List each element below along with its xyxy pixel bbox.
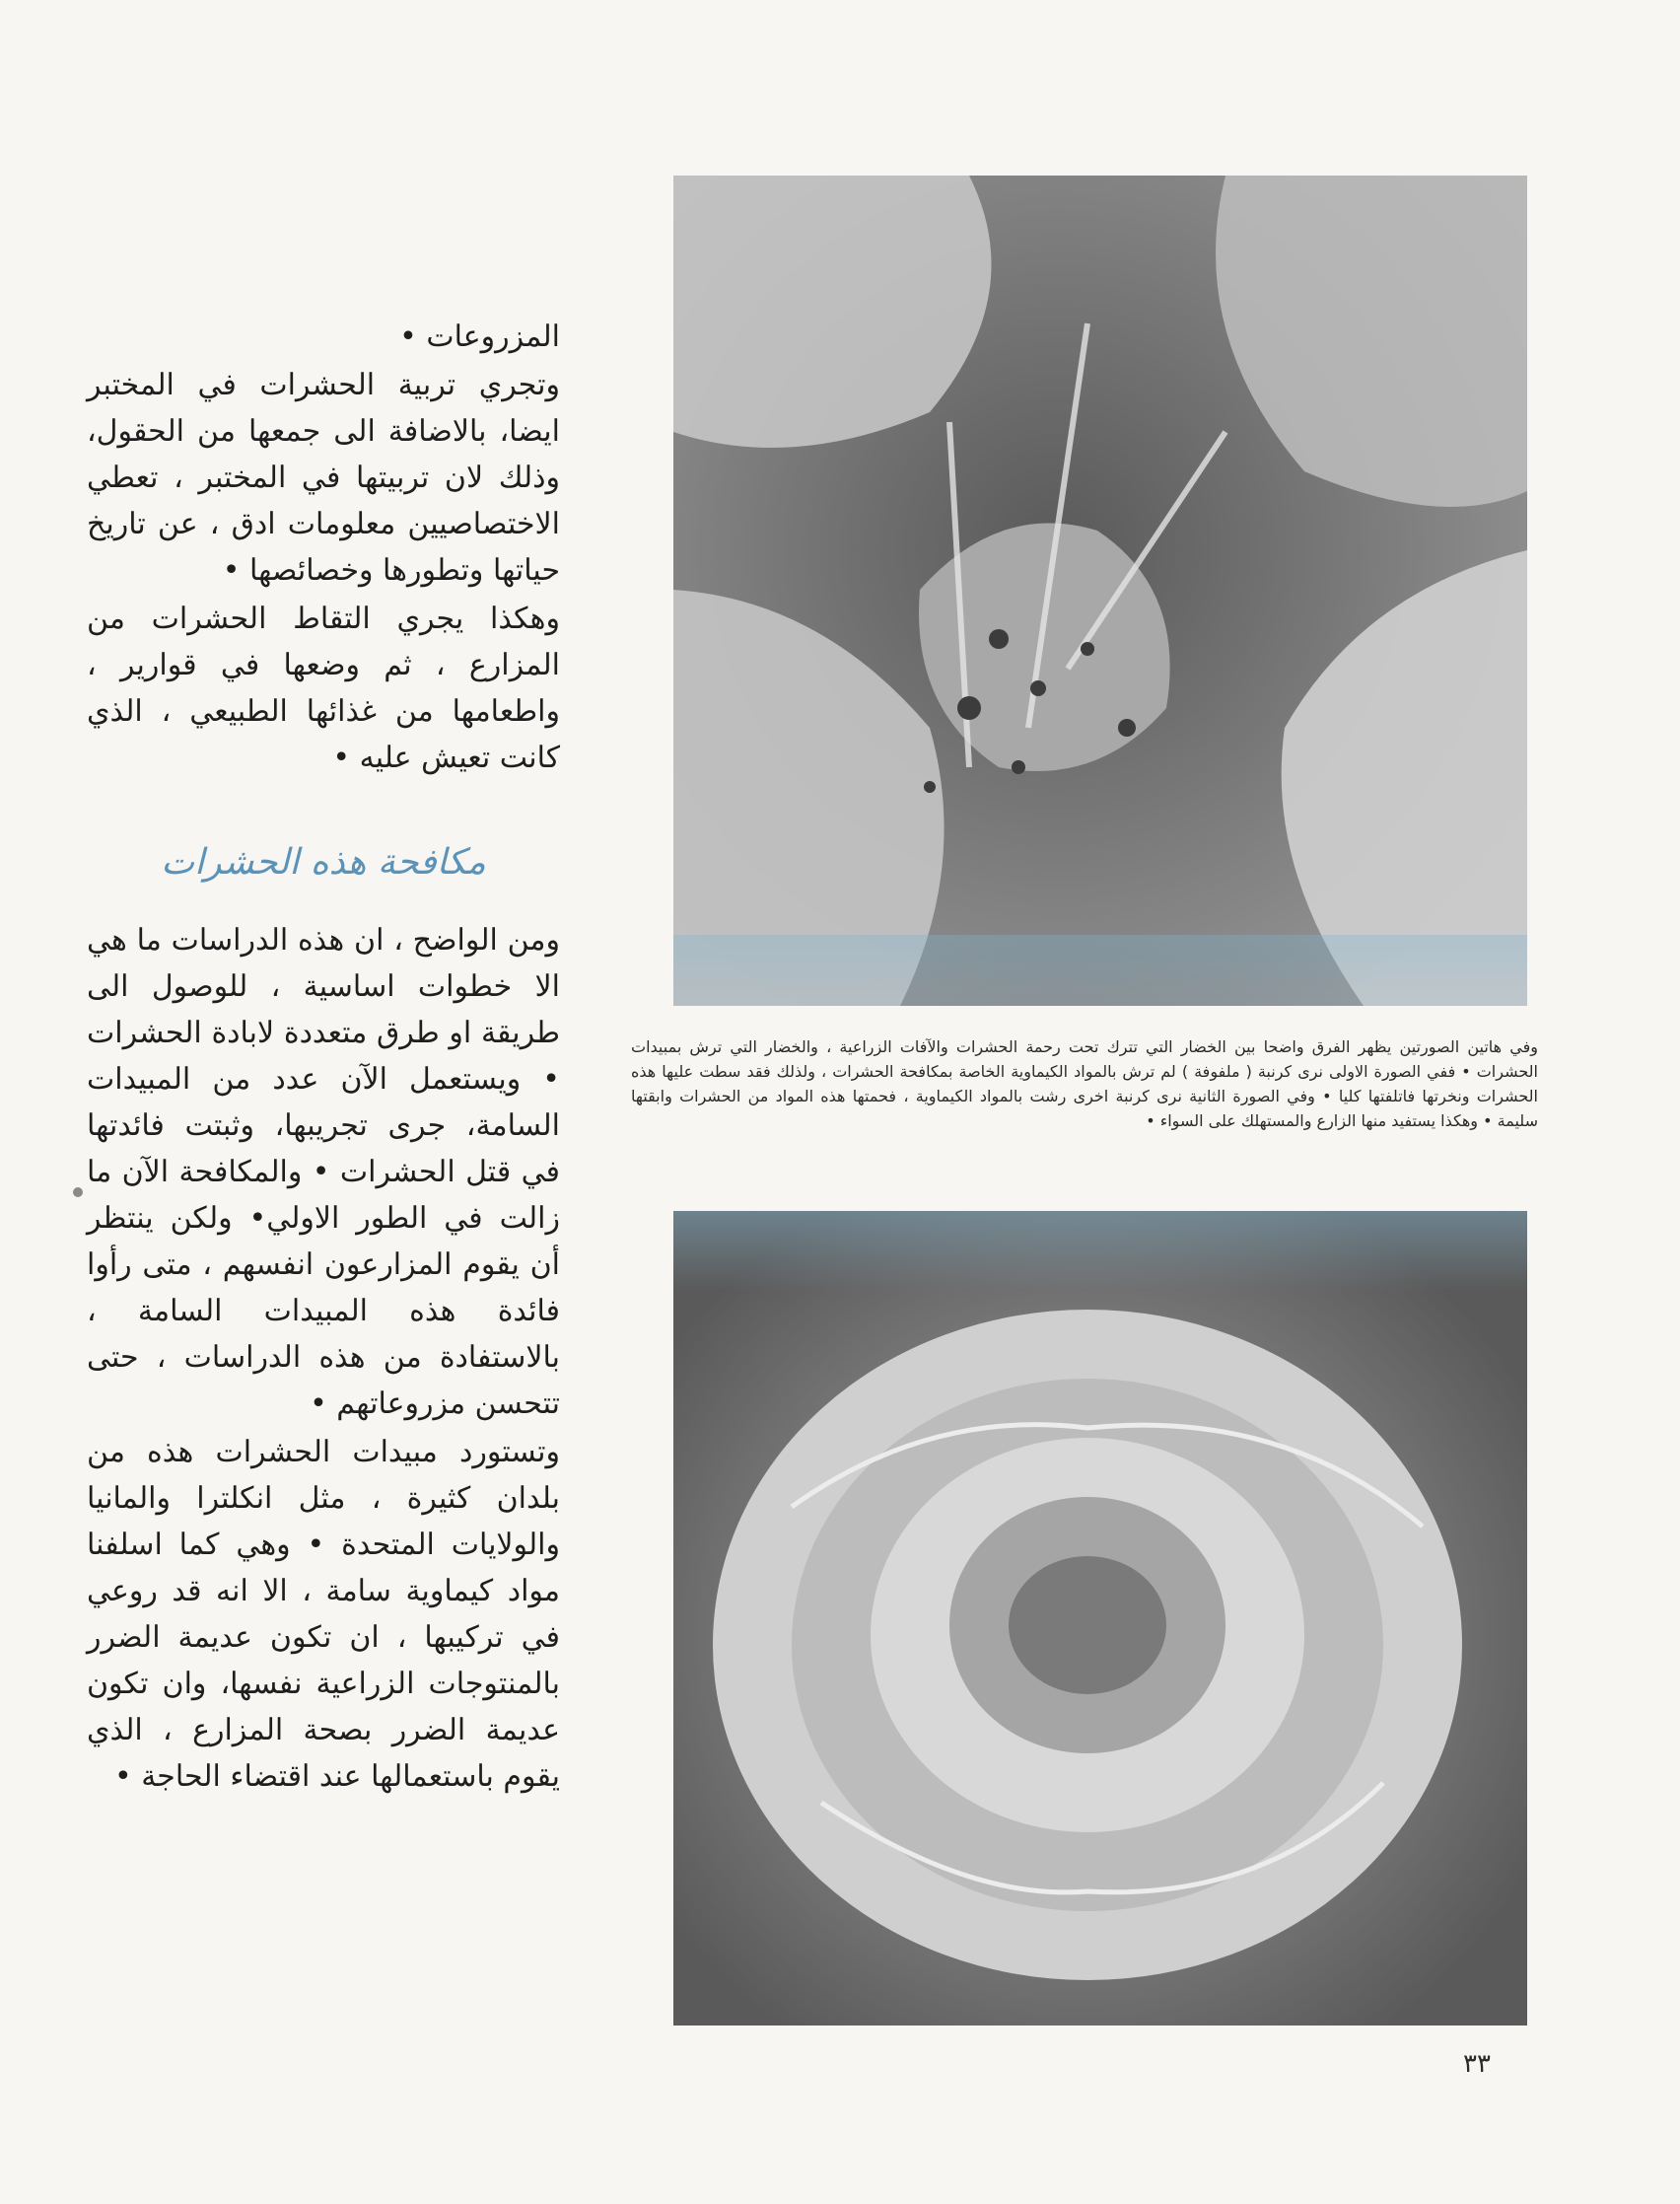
margin-dot: [73, 1187, 83, 1197]
section-paragraph-1: ومن الواضح ، ان هذه الدراسات ما هي الا خطوات اساسية ، للوصول الى طريقة او طرق متعددة لابادة الحشرات • ويستعمل الآن عدد من المبيدات السامة، جرى تجريبها، وثبتت فائدتها في قتل الحشرات • والمكافحة الآن ما زالت في الطور الاولي• ولكن ينتظر أن يقوم المزارعون انفسهم ، متى رأوا فائدة هذه المبيدات السامة ، بالاستفادة من هذه الدراسات ، حتى تتحسن مزروعاتهم •: [87, 923, 560, 1421]
section-heading: مكافحة هذه الحشرات: [161, 842, 486, 883]
damaged-cabbage-photo: [673, 176, 1527, 1006]
damaged-cabbage-image: [673, 176, 1527, 1006]
intro-paragraph-1: المزروعات •: [399, 320, 560, 354]
article-text-column: [87, 314, 560, 1800]
intro-paragraph-2: وتجري تربية الحشرات في المختبر ايضا، بالاضافة الى جمعها من الحقول، وذلك لان تربيتها في المختبر ، تعطي الاختصاصيين معلومات ادق ، عن تاريخ حياتها وتطورها وخصائصها •: [87, 368, 560, 588]
healthy-cabbage-photo: [673, 1211, 1527, 2026]
page-number: ٣٣: [1463, 2049, 1491, 2079]
section-paragraph-2: وتستورد مبيدات الحشرات هذه من بلدان كثيرة ، مثل انكلترا والمانيا والولايات المتحدة • وهي كما اسلفنا مواد كيماوية سامة ، الا انه قد روعي في تركيبها ، ان تكون عديمة الضرر بالمنتوجات الزراعية نفسها، وان تكون عديمة الضرر بصحة المزارع ، الذي يقوم باستعمالها عند اقتضاء الحاجة •: [87, 1435, 560, 1794]
photo-caption: وفي هاتين الصورتين يظهر الفرق واضحا بين الخضار التي تترك تحت رحمة الحشرات والآفات الزراعية ، والخضار التي ترش بمبيدات الحشرات • ففي الصورة الاولى نرى كرنبة ( ملفوفة ) لم ترش بالمواد الكيماوية الخاصة بمكافحة الحشرات ، ولذلك فقد سطت عليها هذه الحشرات ونخرتها فاتلفتها كليا • وفي الصورة الثانية نرى كرنبة اخرى رشت بالمواد الكيماوية ، فحمتها هذه المواد من الحشرات وابقتها سليمة • وهكذا يستفيد منها الزارع والمستهلك على السواء •: [631, 1037, 1538, 1130]
intro-paragraph-3: وهكذا يجري التقاط الحشرات من المزارع ، ثم وضعها في قوارير ، واطعامها من غذائها الطبيعي ، الذي كانت تعيش عليه •: [87, 602, 560, 775]
healthy-cabbage-image: [673, 1211, 1527, 2026]
